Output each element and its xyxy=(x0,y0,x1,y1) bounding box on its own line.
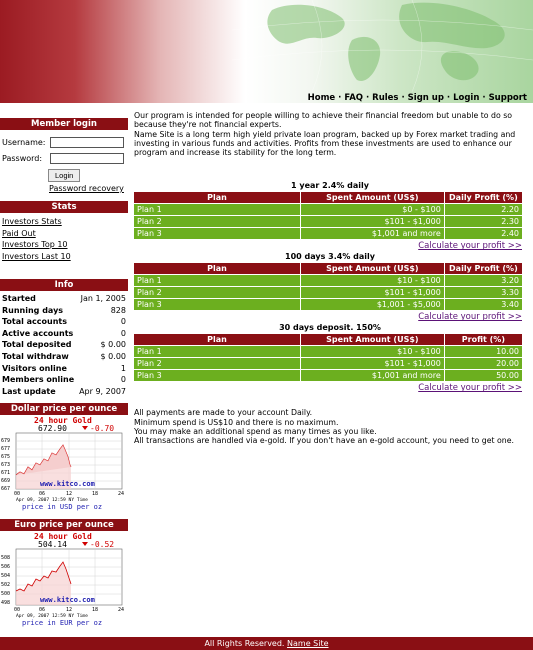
plan-table: Plan Spent Amount (US$) Profit (%) Plan 1 $10 - $100 10.00 Plan 2 $101 - $1,000 20.00 Plan 3 $1,001 and more 50.00 xyxy=(133,333,523,382)
world-map-graphic xyxy=(232,0,533,92)
svg-text:679: 679 xyxy=(1,438,11,445)
calculate-profit-link[interactable]: Calculate your profit >> xyxy=(418,312,522,323)
gold-eur-date: Apr 09, 2007 12:59 NY Time xyxy=(16,614,88,620)
intro-text xyxy=(134,111,526,157)
nav-support[interactable]: Support xyxy=(488,93,527,103)
main-content xyxy=(134,111,526,445)
footer xyxy=(0,637,533,650)
gold-eur-caption: price in EUR per oz xyxy=(22,619,103,628)
table-row: Plan 2 $101 - $1,000 2.30 xyxy=(134,216,522,227)
svg-text:06: 06 xyxy=(39,491,46,498)
gold-usd-price: 672.90 xyxy=(38,424,67,434)
dollar-price-title: Dollar price per ounce xyxy=(0,403,128,415)
down-arrow-icon xyxy=(82,426,88,430)
table-row: Plan 3 $1,001 and more 2.40 xyxy=(134,228,522,239)
gold-usd-chart-svg xyxy=(0,415,128,511)
gold-eur-change: -0.52 xyxy=(90,540,115,550)
plan-title: 30 days deposit. 150% xyxy=(279,323,381,333)
gold-eur-chart-title: 24 hour Gold xyxy=(34,532,92,542)
footer-text: All Rights Reserved. xyxy=(204,639,285,648)
svg-text:12: 12 xyxy=(66,491,73,498)
kitco-brand: www.kitco.com xyxy=(40,596,95,605)
nav-login[interactable]: Login xyxy=(453,93,480,103)
table-row: Plan 1 $10 - $100 3.20 xyxy=(134,275,522,286)
sidebar xyxy=(0,118,128,627)
info-row: Started Jan 1, 2005 xyxy=(2,294,126,303)
username-label: Username: xyxy=(2,137,46,147)
plan-table: Plan Spent Amount (US$) Daily Profit (%) Plan 1 $0 - $100 2.20 Plan 2 $101 - $1,000 2.30 Plan 3 $1,001 and more 2.40 xyxy=(133,191,523,240)
note-line: You may make an additional spend as many times as you like. xyxy=(134,426,377,436)
username-input[interactable] xyxy=(50,137,124,148)
svg-text:06: 06 xyxy=(39,607,46,614)
info-row: Last update Apr 9, 2007 xyxy=(2,386,126,396)
euro-price-title: Euro price per ounce xyxy=(0,519,128,531)
svg-text:24: 24 xyxy=(118,607,125,614)
gold-eur-price: 504.14 xyxy=(38,540,67,550)
plan-table: Plan Spent Amount (US$) Daily Profit (%) Plan 1 $10 - $100 3.20 Plan 2 $101 - $1,000 3.30 Plan 3 $1,001 - $5,000 3.40 xyxy=(133,262,523,311)
svg-text:673: 673 xyxy=(1,462,11,469)
nav-rules[interactable]: Rules xyxy=(372,93,399,103)
gold-usd-date: Apr 09, 2007 12:59 NY Time xyxy=(16,498,88,504)
svg-text:498: 498 xyxy=(1,600,11,607)
calculate-profit-link[interactable]: Calculate your profit >> xyxy=(418,241,522,252)
svg-text:669: 669 xyxy=(1,478,11,485)
login-button[interactable]: Login xyxy=(48,169,80,182)
svg-text:504: 504 xyxy=(1,573,11,580)
svg-text:18: 18 xyxy=(92,607,99,614)
info-list xyxy=(0,293,128,397)
gold-usd-change: -0.70 xyxy=(90,424,115,434)
svg-text:502: 502 xyxy=(1,582,11,589)
password-recovery-link[interactable]: Password recovery xyxy=(49,184,124,193)
svg-text:667: 667 xyxy=(1,486,11,493)
svg-text:677: 677 xyxy=(1,446,11,453)
table-row: Plan 2 $101 - $1,000 20.00 xyxy=(134,358,522,369)
investors-top-10-link[interactable]: Investors Top 10 xyxy=(2,240,68,249)
svg-text:671: 671 xyxy=(1,470,11,477)
investors-stats-link[interactable]: Investors Stats xyxy=(2,217,62,226)
table-row: Plan 3 $1,001 - $5,000 3.40 xyxy=(134,299,522,310)
table-row: Plan 1 $10 - $100 10.00 xyxy=(134,346,522,357)
nav-faq[interactable]: FAQ xyxy=(344,93,363,103)
password-label: Password: xyxy=(2,153,43,163)
investors-last-10-link[interactable]: Investors Last 10 xyxy=(2,251,71,261)
nav-home[interactable]: Home xyxy=(307,93,336,103)
svg-text:508: 508 xyxy=(1,555,11,562)
intro-paragraph: Name Site is a long term high yield private loan program, backed up by Forex market trading and investing in various funds and activities. Profits from these investments are used to enhance our program and increase its stability for the long term. xyxy=(134,129,516,158)
stats-links xyxy=(0,216,128,262)
calculate-profit-link[interactable]: Calculate your profit >> xyxy=(418,383,522,394)
password-input[interactable] xyxy=(50,153,124,164)
plan-title: 100 days 3.4% daily xyxy=(285,252,375,262)
info-row: Total withdraw $ 0.00 xyxy=(2,351,126,361)
username-row xyxy=(0,134,128,150)
gold-usd-caption: price in USD per oz xyxy=(22,503,103,512)
gold-usd-chart-title: 24 hour Gold xyxy=(34,416,92,426)
payment-notes xyxy=(134,408,526,445)
gold-eur-chart-svg xyxy=(0,531,128,627)
svg-text:00: 00 xyxy=(14,607,21,614)
down-arrow-icon xyxy=(82,542,88,546)
info-row: Total deposited $ 0.00 xyxy=(2,340,126,350)
paid-out-link[interactable]: Paid Out xyxy=(2,228,36,238)
plan-title: 1 year 2.4% daily xyxy=(291,181,369,191)
password-row xyxy=(0,150,128,166)
svg-text:12: 12 xyxy=(66,607,73,614)
intro-paragraph: Our program is intended for people willing to achieve their financial freedom but unable to do so because they're not financial experts. xyxy=(134,111,513,130)
kitco-brand: www.kitco.com xyxy=(40,480,95,489)
note-line: All transactions are handled via e-gold. If you don't have an e-gold account, you need to get one. xyxy=(134,436,515,446)
note-line: All payments are made to your account Daily. xyxy=(134,408,313,418)
gold-eur-chart xyxy=(0,531,128,627)
top-navigation: Home · FAQ · Rules · Sign up · Login · Support xyxy=(307,93,527,103)
stats-title: Stats xyxy=(0,201,128,213)
header-banner xyxy=(0,0,533,103)
info-row: Visitors online 1 xyxy=(2,363,126,373)
svg-text:500: 500 xyxy=(1,591,11,598)
footer-site-link[interactable]: Name Site xyxy=(287,639,329,648)
note-line: Minimum spend is US$10 and there is no maximum. xyxy=(134,417,339,427)
table-row: Plan 1 $0 - $100 2.20 xyxy=(134,204,522,215)
info-row: Total accounts 0 xyxy=(2,317,126,327)
svg-text:675: 675 xyxy=(1,454,11,461)
svg-text:18: 18 xyxy=(92,491,99,498)
info-row: Members online 0 xyxy=(2,375,126,385)
svg-text:506: 506 xyxy=(1,564,11,571)
svg-text:00: 00 xyxy=(14,491,21,498)
nav-sign-up[interactable]: Sign up xyxy=(407,93,444,103)
info-row: Active accounts 0 xyxy=(2,328,126,338)
member-login-title: Member login xyxy=(0,118,128,130)
table-row: Plan 2 $101 - $1,000 3.30 xyxy=(134,287,522,298)
info-row: Running days 828 xyxy=(2,305,126,315)
gold-usd-chart xyxy=(0,415,128,511)
svg-text:24: 24 xyxy=(118,491,125,498)
table-row: Plan 3 $1,001 and more 50.00 xyxy=(134,370,522,381)
info-title: Info xyxy=(0,279,128,291)
